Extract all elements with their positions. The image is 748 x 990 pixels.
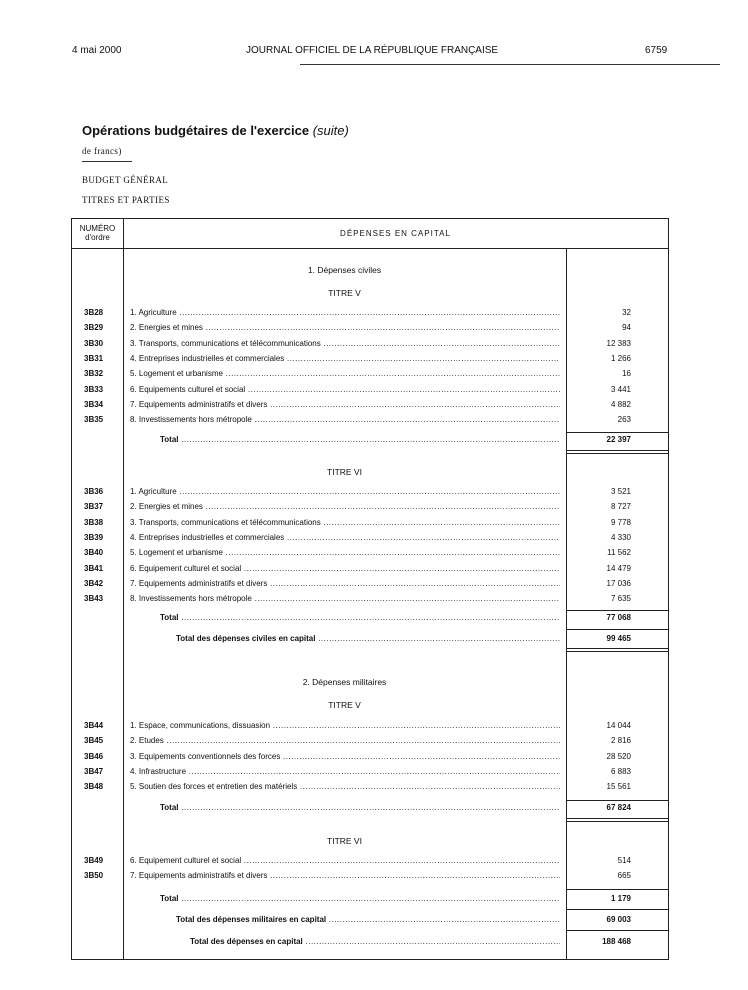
title-suite: (suite): [312, 123, 349, 138]
row-label: 3. Equipements conventionnels des forces .....: [130, 752, 560, 761]
section-heading-militaires: 2. Dépenses militaires: [302, 677, 387, 687]
row-label: 1. Agriculture .....: [130, 308, 560, 317]
titre-heading: TITRE VI: [327, 836, 362, 846]
table-row: [72, 752, 668, 765]
titres-label: TITRES ET PARTIES: [82, 195, 170, 205]
header-row-rule: [72, 248, 668, 249]
total-row: [72, 634, 668, 647]
header-date: 4 mai 2000: [72, 45, 122, 56]
single-rule: [566, 629, 668, 630]
section-heading-civiles: 1. Dépenses civiles: [307, 265, 382, 275]
row-value: 3 441: [610, 384, 631, 394]
row-code: 3B46: [84, 751, 104, 761]
row-value: 11 562: [607, 548, 631, 558]
single-rule: [566, 800, 668, 801]
table-row: [72, 415, 668, 428]
row-code: 3B45: [84, 736, 104, 746]
table-row: [72, 385, 668, 398]
row-code: 3B32: [84, 369, 104, 379]
total-row: [72, 915, 668, 928]
row-label: 1. Agriculture .....: [130, 487, 560, 496]
row-code: 3B33: [84, 384, 104, 394]
row-label: 7. Equipements administratifs et divers .....: [130, 579, 560, 588]
table-row: [72, 782, 668, 795]
table-row: [72, 487, 668, 500]
row-value: 17 036: [606, 578, 631, 588]
table-row: [72, 533, 668, 546]
titre-heading: TITRE VI: [327, 467, 362, 477]
row-code: 3B39: [84, 532, 104, 542]
total-label: Total .....: [160, 613, 560, 622]
double-rule: [566, 450, 668, 454]
expenditure-table: [71, 218, 669, 960]
unit-rule: [82, 161, 132, 162]
header-page-number: 6759: [645, 45, 668, 56]
header-rule: [300, 64, 720, 65]
single-rule: [566, 889, 668, 890]
unit-note: de francs): [82, 146, 122, 156]
total-label: Total des dépenses en capital .....: [190, 937, 560, 946]
single-rule: [566, 610, 668, 611]
page-title: [82, 123, 349, 138]
row-code: 3B28: [84, 308, 104, 317]
double-rule: [566, 648, 668, 652]
row-label: 3. Transports, communications et télécommunications .....: [130, 518, 560, 527]
row-code: 3B35: [84, 415, 104, 425]
titre-heading: TITRE V: [328, 700, 361, 710]
row-code: 3B50: [84, 871, 104, 881]
row-label: 4. Entreprises industrielles et commerciales .....: [130, 533, 560, 542]
row-value: 4 882: [610, 399, 631, 409]
single-rule: [566, 930, 668, 931]
table-row: [72, 339, 668, 352]
row-value: 1 266: [610, 353, 631, 363]
row-value: 32: [622, 308, 631, 317]
row-code: 3B47: [84, 766, 104, 776]
row-label: 6. Equipement culturel et social .....: [130, 856, 560, 865]
table-row: [72, 502, 668, 515]
row-label: 5. Soutien des forces et entretien des matériels .....: [130, 782, 560, 791]
row-value: 8 727: [610, 502, 631, 512]
total-label: Total des dépenses militaires en capital .....: [176, 915, 560, 924]
grand-total-row: [72, 937, 668, 950]
budget-label: BUDGET GÉNÉRAL: [82, 175, 169, 185]
table-row: [72, 736, 668, 749]
row-code: 3B34: [84, 399, 104, 409]
table-row: [72, 354, 668, 367]
row-label: 4. Entreprises industrielles et commerciales .....: [130, 354, 560, 363]
total-value: 1 179: [610, 894, 631, 903]
row-code: 3B36: [84, 487, 104, 496]
row-code: 3B48: [84, 782, 104, 792]
double-rule: [566, 818, 668, 822]
single-rule: [566, 432, 668, 433]
row-label: 2. Energies et mines .....: [130, 502, 560, 511]
row-code: 3B44: [84, 721, 104, 730]
total-value: 99 465: [606, 634, 631, 643]
row-value: 514: [617, 856, 631, 865]
row-value: 14 044: [606, 721, 631, 730]
table-row: [72, 323, 668, 336]
row-value: 665: [617, 871, 631, 881]
row-label: 3. Transports, communications et télécommunications .....: [130, 339, 560, 348]
row-value: 15 561: [606, 782, 631, 792]
row-value: 6 883: [610, 766, 631, 776]
row-code: 3B40: [84, 548, 104, 558]
row-code: 3B31: [84, 353, 104, 363]
total-row: [72, 613, 668, 626]
total-row: [72, 894, 668, 907]
table-row: [72, 856, 668, 869]
table-row: [72, 564, 668, 577]
row-label: 5. Logement et urbanisme .....: [130, 548, 560, 557]
row-label: 1. Espace, communications, dissuasion .....: [130, 721, 560, 730]
col-header-depenses: DÉPENSES EN CAPITAL: [340, 229, 451, 238]
table-row: [72, 518, 668, 531]
col-header-numero: NUMÉRO d'ordre: [79, 224, 116, 242]
row-value: 4 330: [610, 532, 631, 542]
title-main: Opérations budgétaires de l'exercice: [82, 123, 310, 138]
row-code: 3B41: [84, 563, 104, 573]
row-label: 7. Equipements administratifs et divers .....: [130, 871, 560, 880]
row-value: 263: [617, 415, 631, 425]
row-code: 3B37: [84, 502, 104, 512]
total-label: Total .....: [160, 894, 560, 903]
table-row: [72, 308, 668, 321]
total-label: Total des dépenses civiles en capital .....: [176, 634, 560, 643]
total-row: [72, 803, 668, 816]
row-label: 5. Logement et urbanisme .....: [130, 369, 560, 378]
row-label: 2. Energies et mines .....: [130, 323, 560, 332]
row-code: 3B42: [84, 578, 104, 588]
table-row: [72, 871, 668, 884]
row-label: 6. Equipements culturel et social .....: [130, 385, 560, 394]
row-code: 3B43: [84, 594, 104, 604]
row-label: 6. Equipement culturel et social .....: [130, 564, 560, 573]
total-value: 188 468: [602, 937, 631, 946]
row-value: 12 383: [606, 338, 631, 348]
row-value: 16: [622, 369, 631, 379]
single-rule: [566, 909, 668, 910]
total-label: Total .....: [160, 435, 560, 444]
row-code: 3B49: [84, 856, 104, 865]
table-row: [72, 594, 668, 607]
table-row: [72, 721, 668, 734]
total-value: 77 068: [606, 613, 631, 622]
row-value: 7 635: [610, 594, 631, 604]
total-value: 22 397: [606, 435, 631, 444]
table-row: [72, 767, 668, 780]
table-row: [72, 548, 668, 561]
total-row: [72, 435, 668, 448]
table-row: [72, 369, 668, 382]
total-value: 67 824: [606, 803, 631, 812]
row-label: 7. Equipements administratifs et divers .....: [130, 400, 560, 409]
row-value: 9 778: [610, 517, 631, 527]
row-value: 94: [622, 323, 631, 333]
header-journal-title: JOURNAL OFFICIEL DE LA RÉPUBLIQUE FRANÇAISE: [246, 45, 499, 56]
row-value: 3 521: [610, 487, 631, 496]
row-label: 4. Infrastructure .....: [130, 767, 560, 776]
row-label: 8. Investissements hors métropole .....: [130, 594, 560, 603]
row-value: 2 816: [610, 736, 631, 746]
row-code: 3B30: [84, 338, 104, 348]
row-value: 28 520: [606, 751, 631, 761]
total-value: 69 003: [606, 915, 631, 924]
row-code: 3B29: [84, 323, 104, 333]
total-label: Total .....: [160, 803, 560, 812]
row-label: 2. Etudes .....: [130, 736, 560, 745]
row-code: 3B38: [84, 517, 104, 527]
row-value: 14 479: [606, 563, 631, 573]
table-row: [72, 400, 668, 413]
row-label: 8. Investissements hors métropole .....: [130, 415, 560, 424]
table-row: [72, 579, 668, 592]
titre-heading: TITRE V: [328, 288, 361, 298]
